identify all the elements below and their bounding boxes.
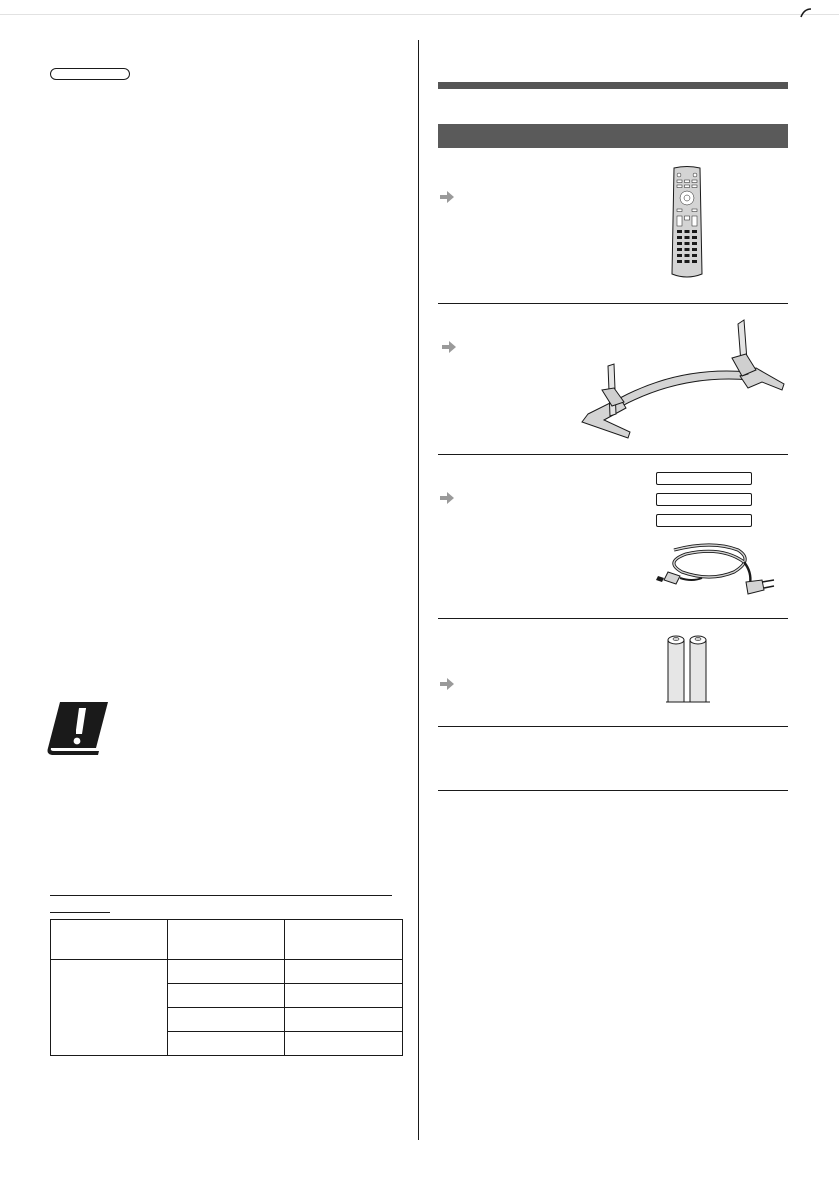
table-cell [285, 1008, 403, 1032]
table-cell [285, 960, 403, 984]
page-corner-mark [800, 8, 812, 18]
mains-lead-icon [652, 538, 776, 600]
table-cell [168, 984, 285, 1008]
column-divider [418, 40, 419, 1140]
note-label [50, 68, 130, 80]
subsection-title-bar [438, 124, 788, 148]
table-cell [285, 984, 403, 1008]
table-cell [168, 960, 285, 984]
item-separator [438, 726, 788, 727]
mains-lead-variant-box [656, 493, 752, 506]
table-header-cell [51, 920, 168, 960]
arrow-right-icon [442, 341, 456, 353]
item-separator [438, 454, 788, 455]
arrow-right-icon [440, 492, 454, 504]
table-header-cell [168, 920, 285, 960]
table-title-underline [50, 895, 392, 896]
table-title-underline-second [50, 912, 110, 913]
remote-control-icon [671, 166, 703, 280]
table-header-cell [285, 920, 403, 960]
mains-lead-variant-box [656, 472, 752, 485]
battery-icon [666, 632, 710, 704]
table-cell [168, 1032, 285, 1056]
section-title-bar [438, 82, 788, 89]
arrow-right-icon [440, 678, 454, 690]
spec-table [50, 919, 403, 1056]
table-cell [168, 1008, 285, 1032]
table-cell-group [51, 960, 168, 1056]
mains-lead-variant-box [656, 514, 752, 527]
item-separator [438, 790, 788, 791]
arrow-right-icon [440, 191, 454, 203]
item-separator [438, 618, 788, 619]
table-header-row [51, 920, 403, 960]
warning-book-icon [46, 700, 110, 756]
top-rule [0, 14, 839, 15]
table-row [51, 960, 403, 984]
table-cell [285, 1032, 403, 1056]
item-separator [438, 303, 788, 304]
pedestal-icon [580, 318, 786, 442]
